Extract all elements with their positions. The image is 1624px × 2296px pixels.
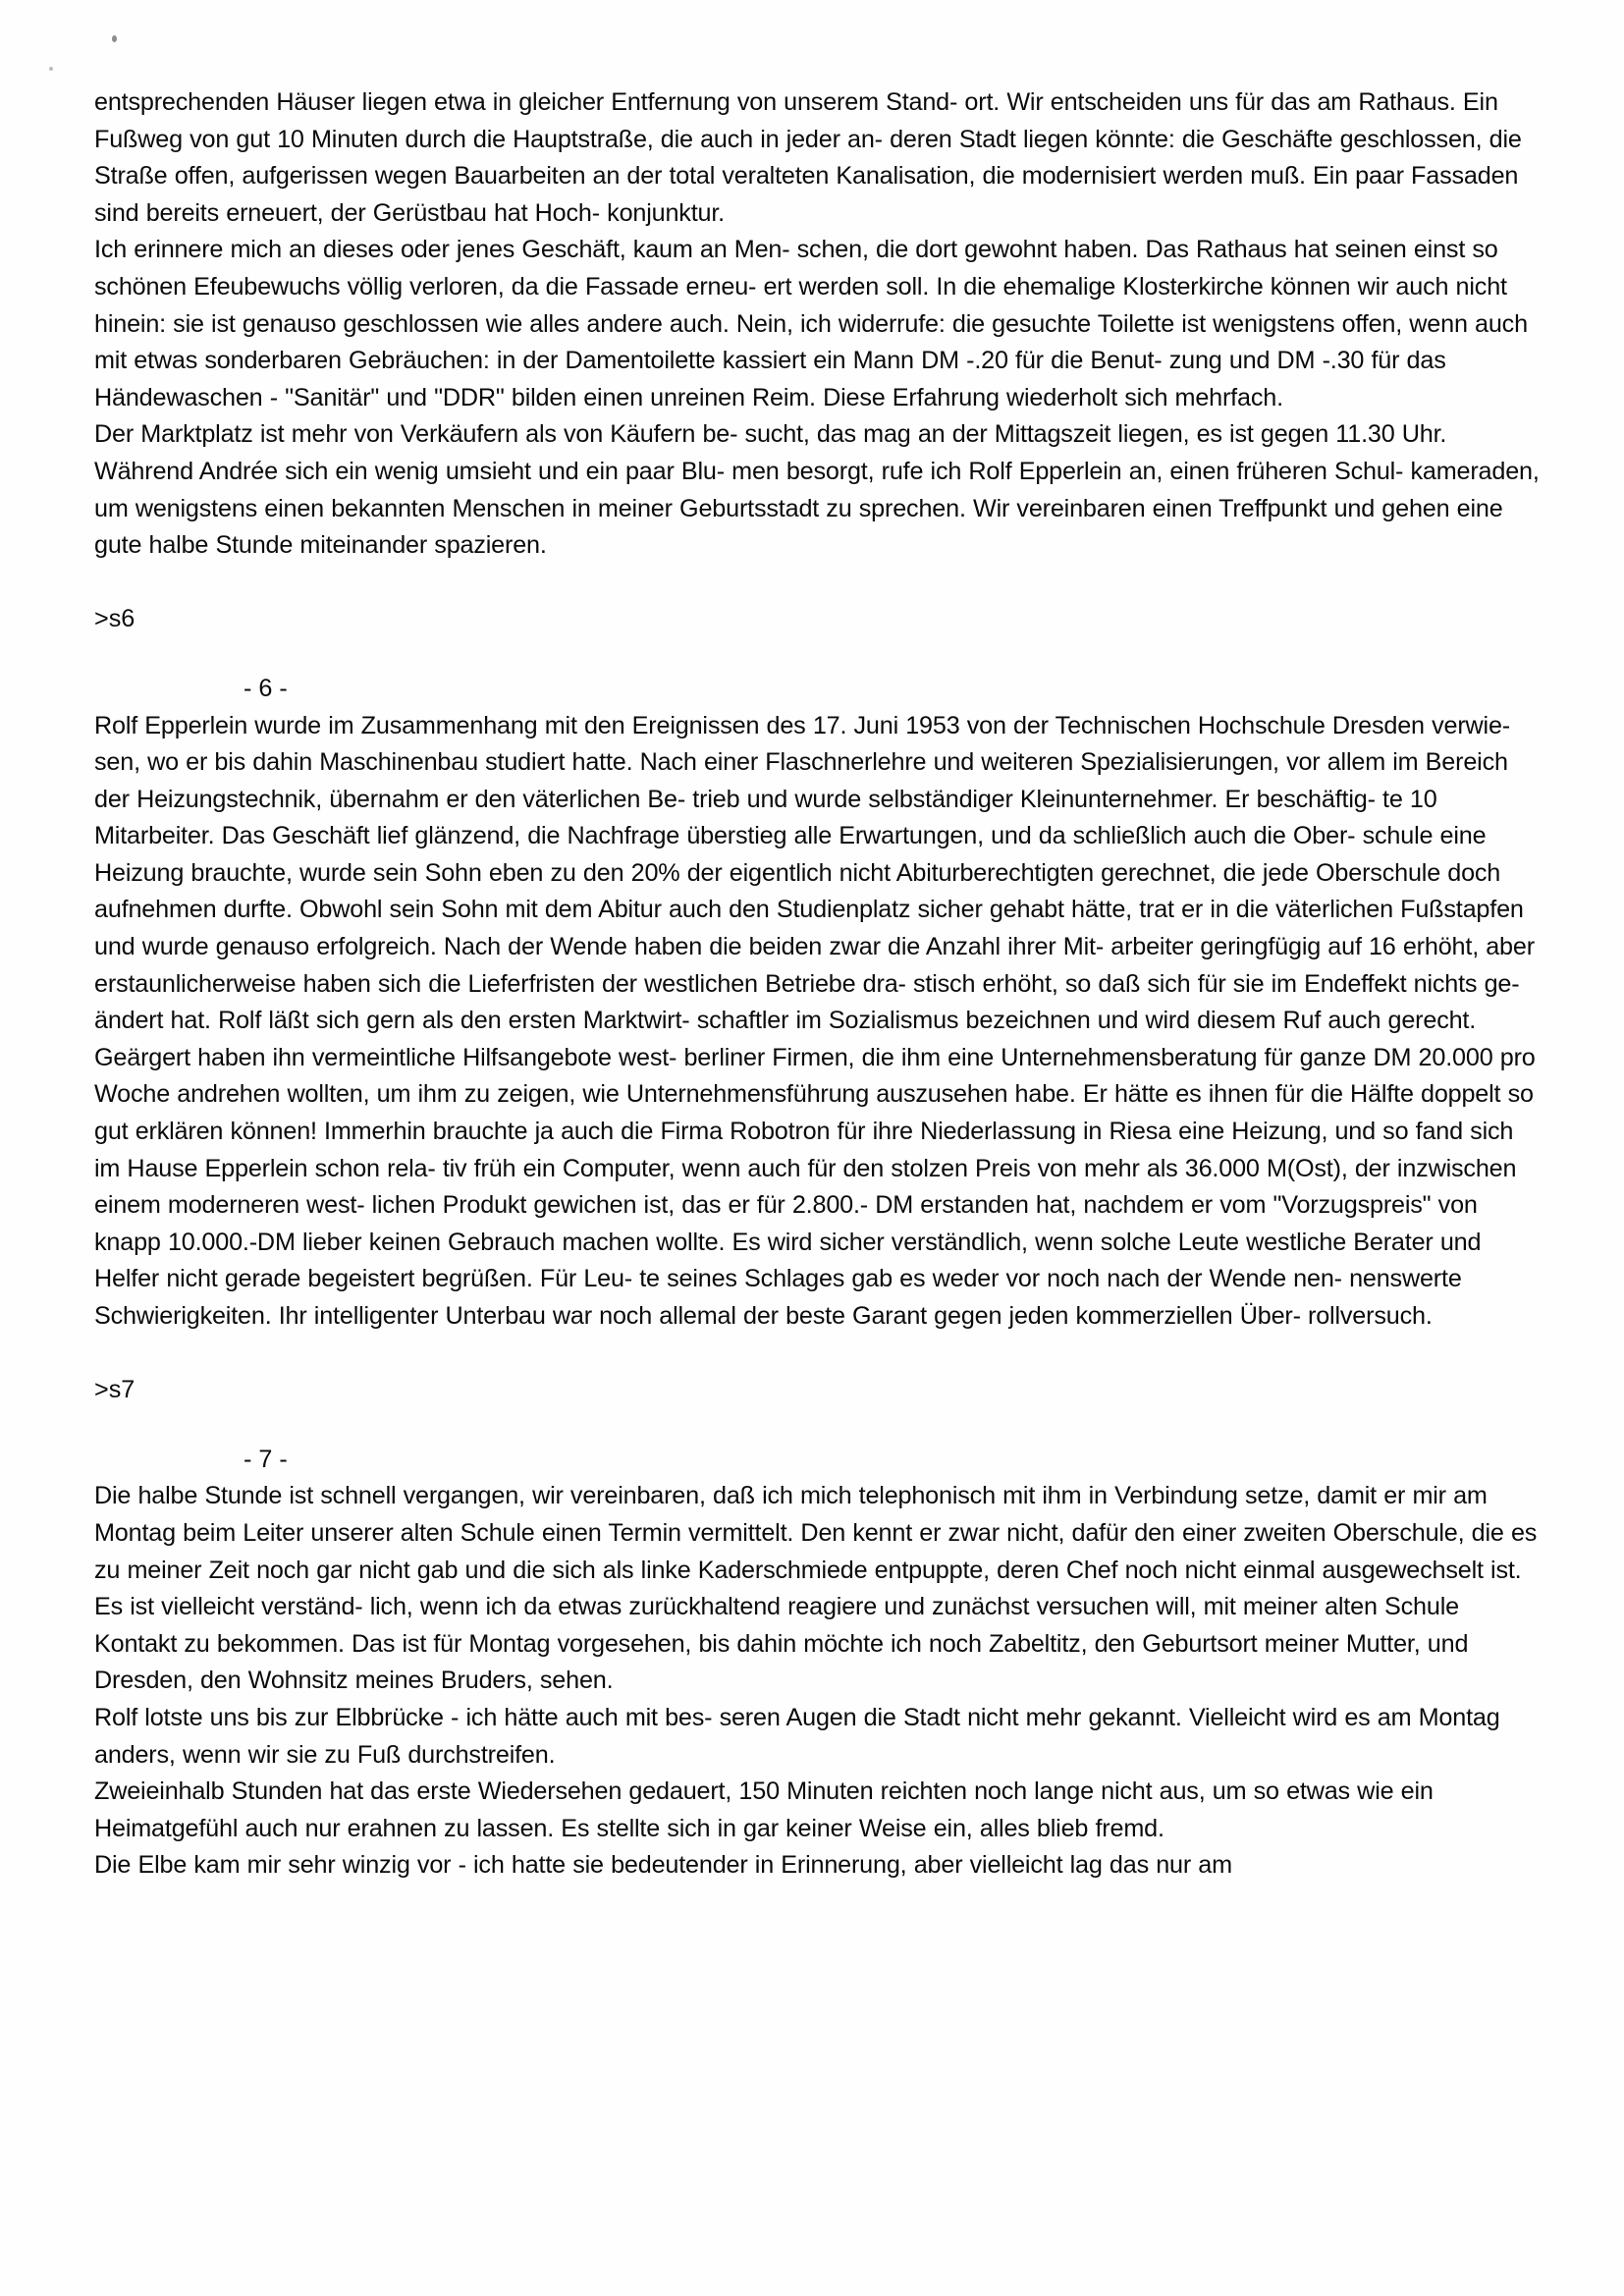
page-number-7: - 7 - [244,1445,288,1473]
paragraph-8: Die Elbe kam mir sehr winzig vor - ich hatte sie bedeutender in Erinnerung, aber vielleicht lag das nur am [94,1851,1232,1880]
source-marker-s6: >s6 [94,605,135,633]
text-column [94,84,1542,1885]
paragraph-6: Rolf lotste uns bis zur Elbbrücke - ich hätte auch mit bes- seren Augen die Stadt nicht mehr gekannt. Vielleicht wird es am Montag anders, wenn wir sie zu Fuß durchstreifen. [94,1703,1500,1769]
scan-speckle-icon [112,35,117,42]
paragraph-1: entsprechenden Häuser liegen etwa in gleicher Entfernung von unserem Stand- ort. Wir entscheiden uns für das am Rathaus. Ein Fußweg von gut 10 Minuten durch die Hauptstraße, die auch in jeder an- deren Stadt liegen könnte: die Geschäfte geschlossen, die Straße offen, aufgerissen wegen Bauarbeiten an der total veralteten Kanalisation, die modernisiert werden muß. Ein paar Fassaden sind bereits erneuert, der Gerüstbau hat Hoch- konjunktur. [94,88,1522,227]
source-marker-s7: >s7 [94,1376,135,1404]
paragraph-2: Ich erinnere mich an dieses oder jenes Geschäft, kaum an Men- schen, die dort gewohnt haben. Das Rathaus hat seinen einst so schönen Efeubewuchs völlig verloren, da die Fassade erneu- ert werden soll. In die ehemalige Klosterkirche können wir auch nicht hinein: sie ist genauso geschlossen wie alles andere auch. Nein, ich widerrufe: die gesuchte Toilette ist wenigstens offen, wenn auch mit etwas sonderbaren Gebräuchen: in der Damentoilette kassiert ein Mann DM -.20 für die Benut- zung und DM -.30 für das Händewaschen - "Sanitär" und "DDR" bilden einen unreinen Reim. Diese Erfahrung wiederholt sich mehrfach. [94,236,1528,411]
paragraph-4: Rolf Epperlein wurde im Zusammenhang mit den Ereignissen des 17. Juni 1953 von der Technischen Hochschule Dresden verwie- sen, wo er bis dahin Maschinenbau studiert hatte. Nach einer Flaschnerlehre und weiteren Spezialisierungen, vor allem im Bereich der Heizungstechnik, übernahm er den väterlichen Be- trieb und wurde selbständiger Kleinunternehmer. Er beschäftig- te 10 Mitarbeiter. Das Geschäft lief glänzend, die Nachfrage überstieg alle Erwartungen, und da schließlich auch die Ober- schule eine Heizung brauchte, wurde sein Sohn eben zu den 20% der eigentlich nicht Abiturberechtigten gerechnet, die jede Oberschule doch aufnehmen durfte. Obwohl sein Sohn mit dem Abitur auch den Studienplatz sicher gehabt hätte, trat er in die väterlichen Fußstapfen und wurde genauso erfolgreich. Nach der Wende haben die beiden zwar die Anzahl ihrer Mit- arbeiter geringfügig auf 16 erhöht, aber erstaunlicherweise haben sich die Lieferfristen der westlichen Betriebe dra- stisch erhöht, so daß sich für sie im Endeffekt nichts ge- ändert hat. Rolf läßt sich gern als den ersten Marktwirt- schaftler im Sozialismus bezeichnen und wird diesem Ruf auch gerecht. Geärgert haben ihn vermeintliche Hilfsangebote west- berliner Firmen, die ihm eine Unternehmensberatung für ganze DM 20.000 pro Woche andrehen wollten, um ihm zu zeigen, wie Unternehmensführung auszusehen habe. Er hätte es ihnen für die Hälfte doppelt so gut erklären können! Immerhin brauchte ja auch die Firma Robotron für ihre Niederlassung in Riesa eine Heizung, und so fand sich im Hause Epperlein schon rela- tiv früh ein Computer, wenn auch für den stolzen Preis von mehr als 36.000 M(Ost), der inzwischen einem moderneren west- lichen Produkt gewichen ist, das er für 2.800.- DM erstanden hat, nachdem er vom "Vorzugspreis" von knapp 10.000.-DM lieber keinen Gebrauch machen wollte. Es wird sicher verständlich, wenn solche Leute westliche Berater und Helfer nicht gerade begeistert begrüßen. Für Leu- te seines Schlages gab es weder vor noch nach der Wende nen- nenswerte Schwierigkeiten. Ihr intelligenter Unterbau war noch allemal der beste Garant gegen jeden kommerziellen Über- rollversuch. [94,711,1536,1330]
paragraph-7: Zweieinhalb Stunden hat das erste Wiedersehen gedauert, 150 Minuten reichten noch lange nicht aus, um so etwas wie ein Heimatgefühl auch nur erahnen zu lassen. Es stellte sich in gar keiner Weise ein, alles blieb fremd. [94,1777,1434,1842]
page-number-6: - 6 - [244,674,288,702]
scan-speckle-icon [49,67,53,71]
paragraph-3: Der Marktplatz ist mehr von Verkäufern als von Käufern be- sucht, das mag an der Mittagszeit liegen, es ist gegen 11.30 Uhr. Während Andrée sich ein wenig umsieht und ein paar Blu- men besorgt, rufe ich Rolf Epperlein an, einen früheren Schul- kameraden, um wenigstens einen bekannten Menschen in meiner Geburtsstadt zu sprechen. Wir vereinbaren einen Treffpunkt und gehen eine gute halbe Stunde miteinander spazieren. [94,420,1540,560]
paragraph-5: Die halbe Stunde ist schnell vergangen, wir vereinbaren, daß ich mich telephonisch mit ihm in Verbindung setze, damit er mir am Montag beim Leiter unserer alten Schule einen Termin vermittelt. Den kennt er zwar nicht, dafür den einer zweiten Oberschule, die es zu meiner Zeit noch gar nicht gab und die sich als linke Kaderschmiede entpuppte, deren Chef noch nicht einmal ausgewechselt ist. Es ist vielleicht verständ- lich, wenn ich da etwas zurückhaltend reagiere und zunächst versuchen will, mit meiner alten Schule Kontakt zu bekommen. Das ist für Montag vorgesehen, bis dahin möchte ich noch Zabeltitz, den Geburtsort meiner Mutter, und Dresden, den Wohnsitz meines Bruders, sehen. [94,1482,1538,1695]
